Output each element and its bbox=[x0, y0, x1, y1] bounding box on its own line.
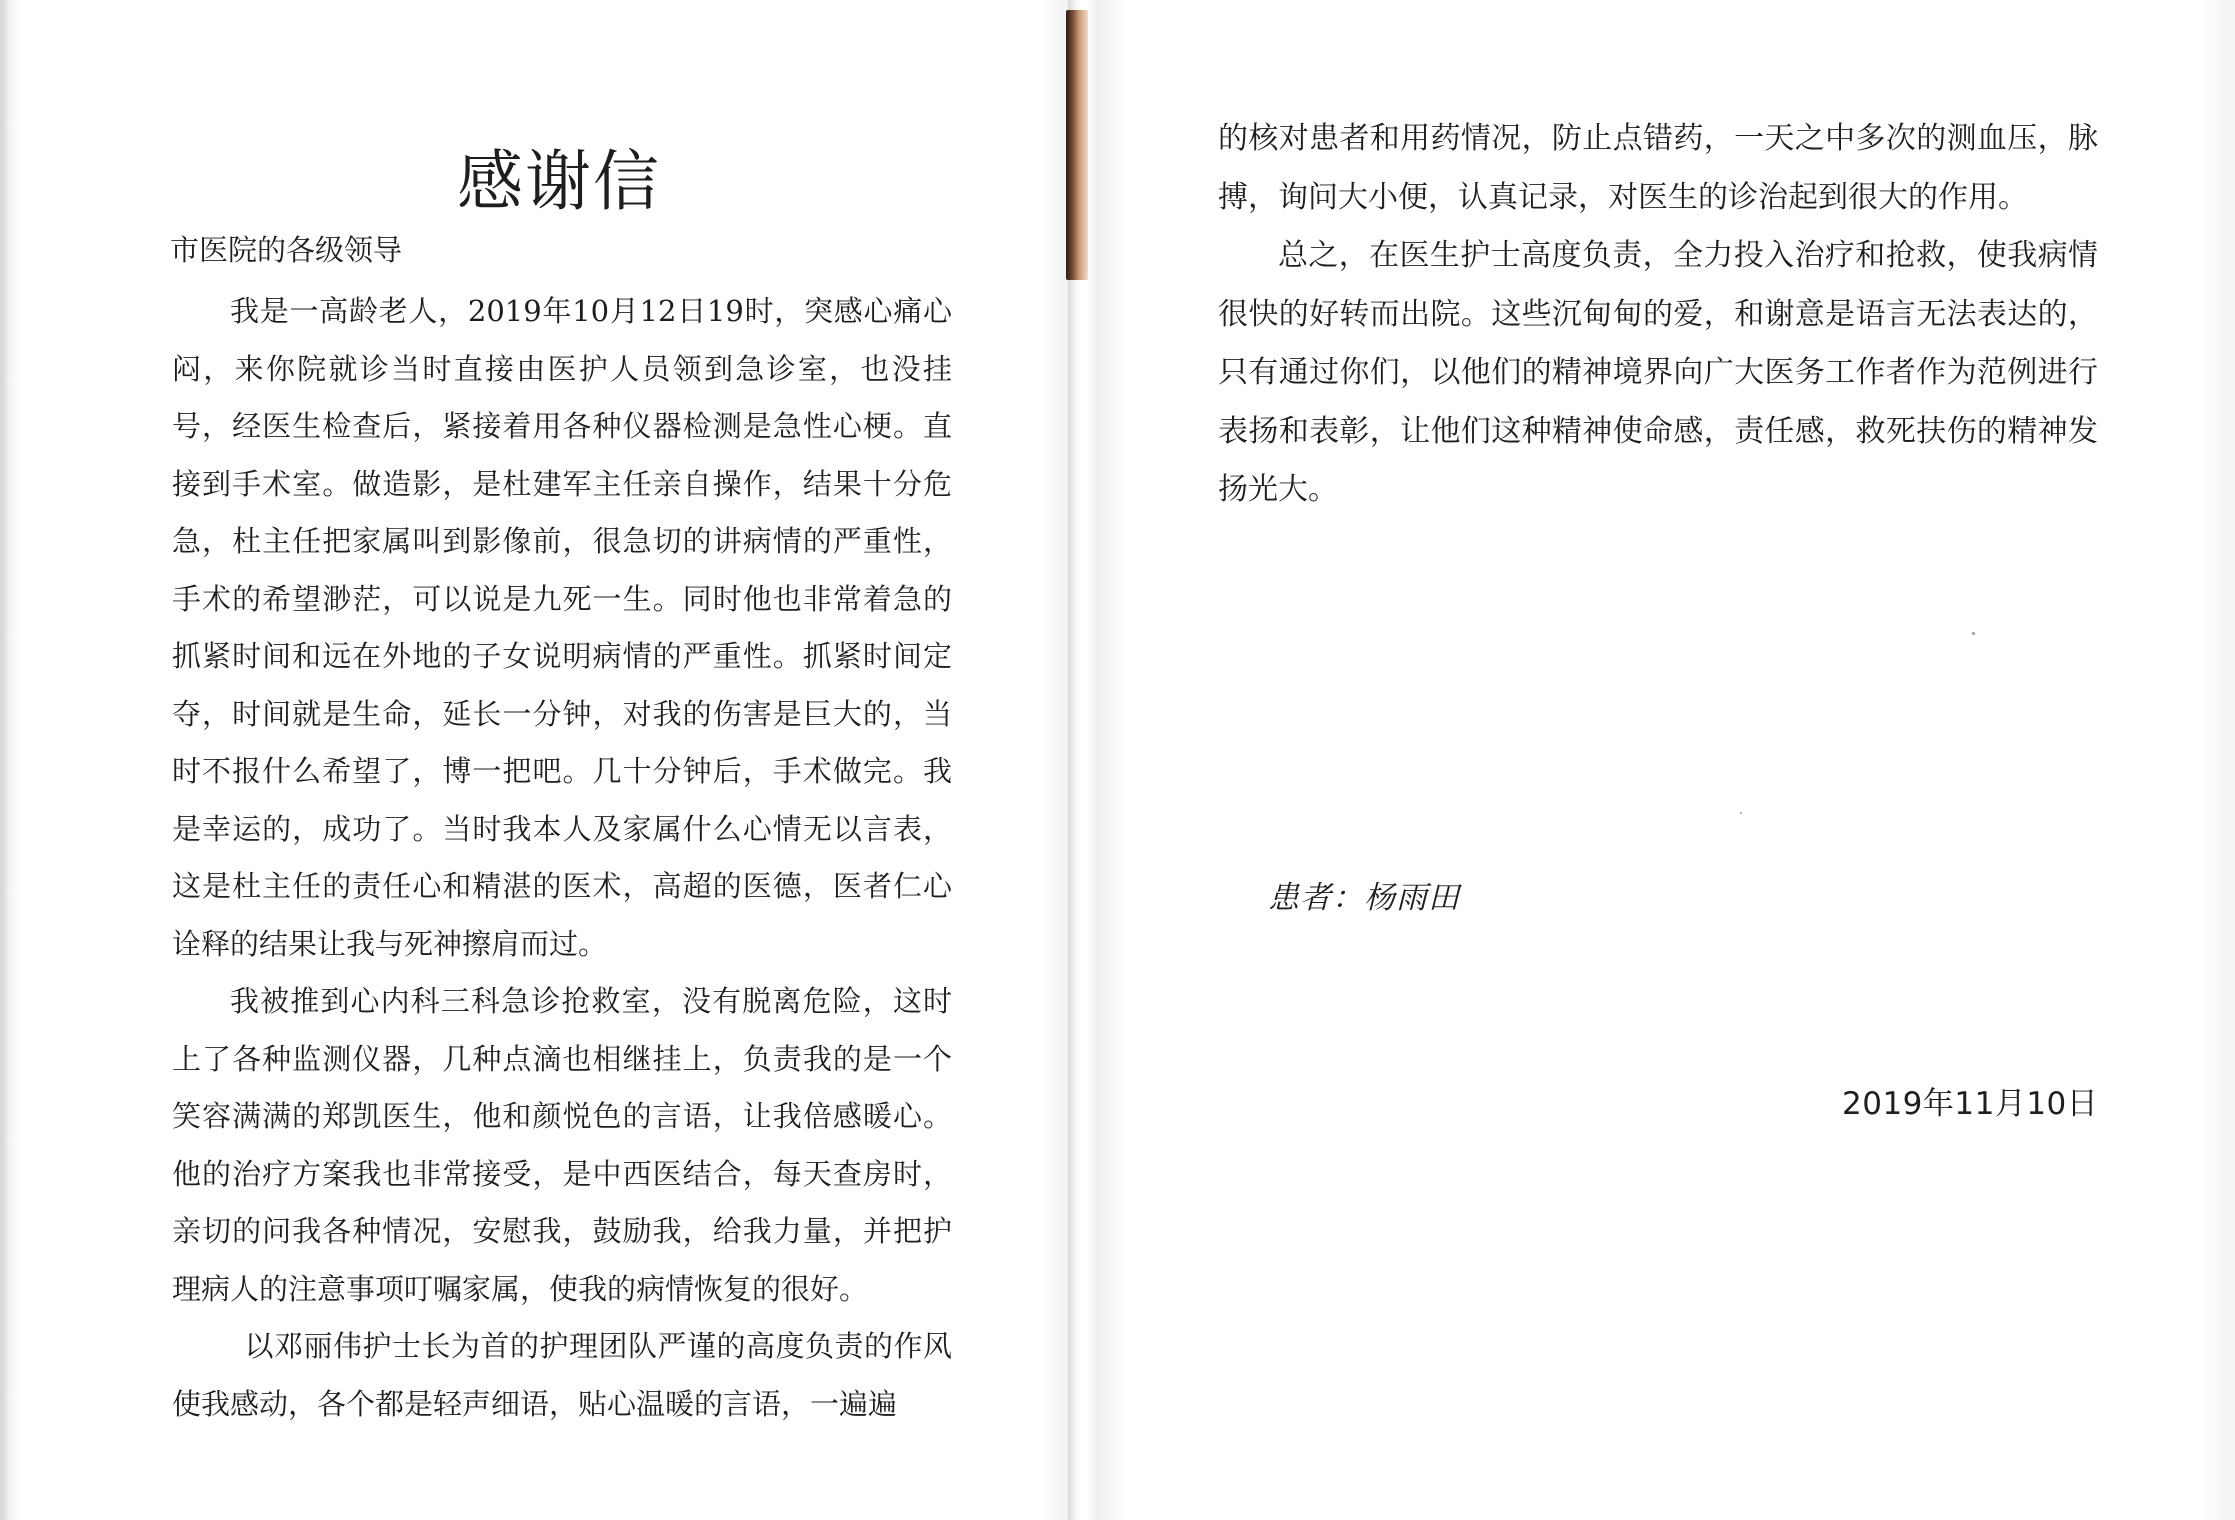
paper-speck bbox=[1972, 632, 1975, 635]
left-page bbox=[0, 0, 1068, 1520]
right-body-text bbox=[1218, 110, 2098, 520]
paragraph-nursing: 以邓丽伟护士长为首的护理团队严谨的高度负责的作风使我感动，各个都是轻声细语，贴心温暖的言语，一遍遍 bbox=[172, 1329, 952, 1421]
paragraph-nursing-continued: 的核对患者和用药情况，防止点错药，一天之中多次的测血压，脉搏，询问大小便，认真记录，对医生的诊治起到很大的作用。 bbox=[1218, 121, 2098, 215]
binding-edge bbox=[1066, 10, 1088, 280]
page-edge-shadow bbox=[0, 0, 10, 1520]
signature: 患者：杨雨田 bbox=[1268, 880, 1460, 916]
paper-speck bbox=[1740, 812, 1742, 814]
salutation: 市医院的各级领导 bbox=[170, 233, 403, 267]
paragraph-conclusion: 总之，在医生护士高度负责，全力投入治疗和抢救，使我病情很快的好转而出院。这些沉甸甸的爱，和谢意是语言无法表达的，只有通过你们，以他们的精神境界向广大医务工作者作为范例进行表扬和表彰，让他们这种精神使命感，责任感，救死扶伤的精神发扬光大。 bbox=[1218, 238, 2098, 507]
left-body-text bbox=[172, 283, 952, 1433]
letter-date: 2019年11月10日 bbox=[1842, 1086, 2099, 1122]
paragraph-surgery: 我是一高龄老人，2019年10月12日19时，突感心痛心闷，来你院就诊当时直接由医护人员领到急诊室，也没挂号，经医生检查后，紧接着用各种仪器检测是急性心梗。直接到手术室。做造影，是杜建军主任亲自操作，结果十分危急，杜主任把家属叫到影像前，很急切的讲病情的严重性，手术的希望渺茫，可以说是九死一生。同时他也非常着急的抓紧时间和远在外地的子女说明病情的严重性。抓紧时间定夺，时间就是生命，延长一分钟，对我的伤害是巨大的，当时不报什么希望了，博一把吧。几十分钟后，手术做完。我是幸运的，成功了。当时我本人及家属什么心情无以言表，这是杜主任的责任心和精湛的医术，高超的医德，医者仁心诠释的结果让我与死神擦肩而过。 bbox=[172, 294, 952, 961]
letter-title: 感谢信 bbox=[457, 143, 661, 220]
paragraph-doctor: 我被推到心内科三科急诊抢救室，没有脱离危险，这时上了各种监测仪器，几种点滴也相继挂上，负责我的是一个笑容满满的郑凯医生，他和颜悦色的言语，让我倍感暖心。他的治疗方案我也非常接受，是中西医结合，每天查房时，亲切的问我各种情况，安慰我，鼓励我，给我力量，并把护理病人的注意事项叮嘱家属，使我的病情恢复的很好。 bbox=[172, 984, 952, 1306]
